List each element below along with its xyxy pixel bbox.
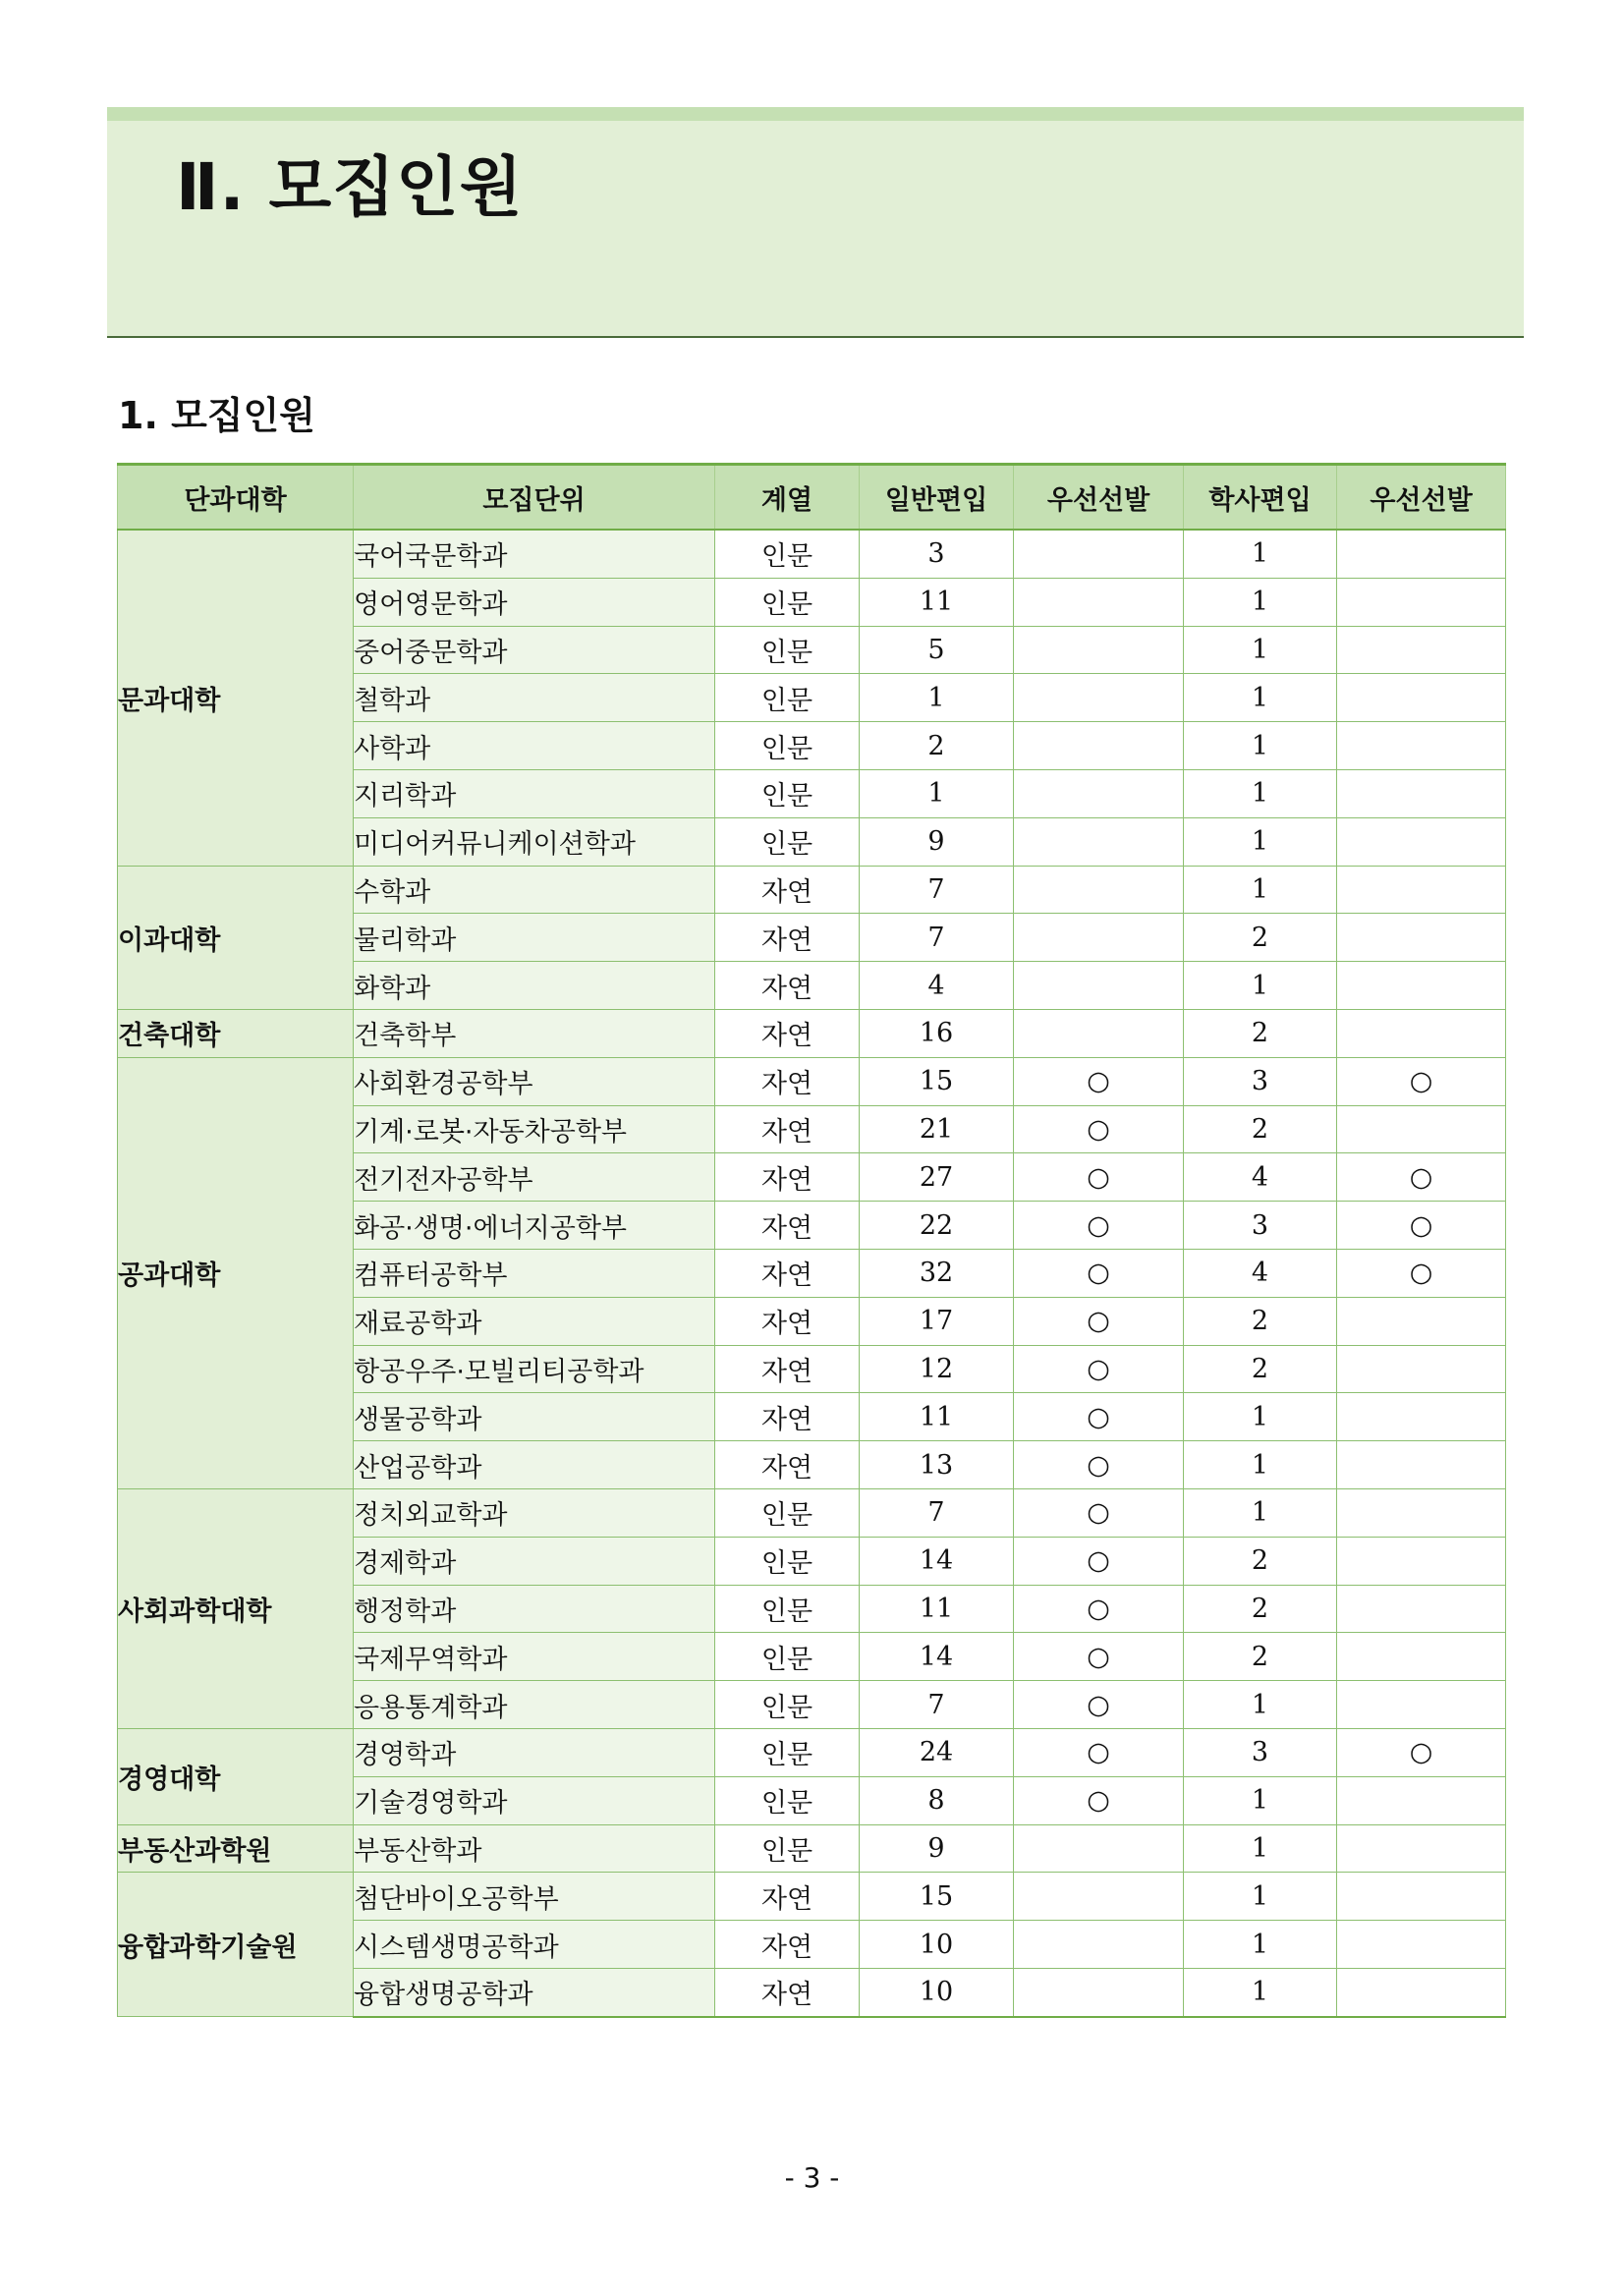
priority-selection-1-cell: ○: [1014, 1441, 1184, 1489]
track-cell: 인문: [715, 674, 860, 722]
general-transfer-cell: 14: [860, 1537, 1014, 1585]
header-priority-selection-2: 우선선발: [1337, 465, 1506, 531]
general-transfer-cell: 7: [860, 914, 1014, 962]
table-row: [118, 1488, 1506, 1537]
unit-cell: 물리학과: [354, 914, 715, 962]
priority-selection-2-cell: [1337, 1776, 1506, 1824]
priority-selection-2-cell: [1337, 962, 1506, 1010]
track-cell: 자연: [715, 1345, 860, 1393]
general-transfer-cell: 16: [860, 1009, 1014, 1057]
general-transfer-cell: 7: [860, 866, 1014, 914]
general-transfer-cell: 15: [860, 1873, 1014, 1921]
table-row: [118, 530, 1506, 578]
bachelor-transfer-cell: 1: [1184, 1824, 1337, 1873]
page-number: - 3 -: [784, 2161, 840, 2194]
bachelor-transfer-cell: 2: [1184, 1009, 1337, 1057]
college-cell: 이과대학: [118, 866, 354, 1009]
general-transfer-cell: 27: [860, 1153, 1014, 1202]
priority-selection-2-cell: ○: [1337, 1057, 1506, 1105]
college-cell: 경영대학: [118, 1728, 354, 1824]
table-row: [118, 1057, 1506, 1105]
unit-cell: 사회환경공학부: [354, 1057, 715, 1105]
priority-selection-1-cell: ○: [1014, 1249, 1184, 1297]
header-priority-selection-1: 우선선발: [1014, 465, 1184, 531]
priority-selection-2-cell: [1337, 1393, 1506, 1441]
unit-cell: 항공우주·모빌리티공학과: [354, 1345, 715, 1393]
priority-selection-2-cell: [1337, 530, 1506, 578]
unit-cell: 국어국문학과: [354, 530, 715, 578]
bachelor-transfer-cell: 1: [1184, 578, 1337, 626]
priority-selection-1-cell: [1014, 578, 1184, 626]
bachelor-transfer-cell: 1: [1184, 1921, 1337, 1969]
priority-selection-2-cell: [1337, 626, 1506, 674]
unit-cell: 화공·생명·에너지공학부: [354, 1202, 715, 1250]
priority-selection-1-cell: [1014, 1824, 1184, 1873]
header-bachelor-transfer: 학사편입: [1184, 465, 1337, 531]
unit-cell: 부동산학과: [354, 1824, 715, 1873]
bachelor-transfer-cell: 1: [1184, 1968, 1337, 2016]
priority-selection-1-cell: [1014, 769, 1184, 817]
priority-selection-2-cell: [1337, 1873, 1506, 1921]
unit-cell: 융합생명공학과: [354, 1968, 715, 2016]
priority-selection-2-cell: [1337, 1585, 1506, 1633]
college-cell: 사회과학대학: [118, 1488, 354, 1728]
priority-selection-2-cell: [1337, 866, 1506, 914]
college-cell: 부동산과학원: [118, 1824, 354, 1873]
priority-selection-1-cell: [1014, 866, 1184, 914]
general-transfer-cell: 9: [860, 1824, 1014, 1873]
priority-selection-2-cell: ○: [1337, 1153, 1506, 1202]
unit-cell: 시스템생명공학과: [354, 1921, 715, 1969]
priority-selection-1-cell: ○: [1014, 1202, 1184, 1250]
unit-cell: 재료공학과: [354, 1297, 715, 1345]
priority-selection-1-cell: ○: [1014, 1297, 1184, 1345]
bachelor-transfer-cell: 1: [1184, 962, 1337, 1010]
unit-cell: 산업공학과: [354, 1441, 715, 1489]
priority-selection-2-cell: [1337, 722, 1506, 770]
general-transfer-cell: 11: [860, 1585, 1014, 1633]
unit-cell: 행정학과: [354, 1585, 715, 1633]
bachelor-transfer-cell: 1: [1184, 626, 1337, 674]
table-row: [118, 1873, 1506, 1921]
bachelor-transfer-cell: 2: [1184, 1345, 1337, 1393]
bachelor-transfer-cell: 2: [1184, 1297, 1337, 1345]
general-transfer-cell: 12: [860, 1345, 1014, 1393]
bachelor-transfer-cell: 1: [1184, 1776, 1337, 1824]
general-transfer-cell: 22: [860, 1202, 1014, 1250]
priority-selection-2-cell: [1337, 1681, 1506, 1729]
general-transfer-cell: 5: [860, 626, 1014, 674]
header-unit: 모집단위: [354, 465, 715, 531]
priority-selection-2-cell: [1337, 914, 1506, 962]
general-transfer-cell: 14: [860, 1633, 1014, 1681]
track-cell: 인문: [715, 578, 860, 626]
unit-cell: 생물공학과: [354, 1393, 715, 1441]
priority-selection-2-cell: [1337, 1968, 1506, 2016]
table-row: [118, 866, 1506, 914]
track-cell: 인문: [715, 1537, 860, 1585]
bachelor-transfer-cell: 1: [1184, 1441, 1337, 1489]
priority-selection-1-cell: [1014, 674, 1184, 722]
track-cell: 인문: [715, 530, 860, 578]
bachelor-transfer-cell: 1: [1184, 817, 1337, 866]
track-cell: 자연: [715, 914, 860, 962]
track-cell: 자연: [715, 866, 860, 914]
priority-selection-2-cell: [1337, 1441, 1506, 1489]
chapter-title: Ⅱ. 모집인원: [176, 149, 524, 225]
priority-selection-2-cell: [1337, 1633, 1506, 1681]
track-cell: 인문: [715, 722, 860, 770]
priority-selection-2-cell: [1337, 1488, 1506, 1537]
priority-selection-1-cell: [1014, 1009, 1184, 1057]
general-transfer-cell: 10: [860, 1968, 1014, 2016]
table-header-row: [118, 465, 1506, 531]
section-title: 1. 모집인원: [118, 394, 315, 437]
general-transfer-cell: 8: [860, 1776, 1014, 1824]
priority-selection-1-cell: [1014, 914, 1184, 962]
college-cell: 공과대학: [118, 1057, 354, 1488]
bachelor-transfer-cell: 1: [1184, 1393, 1337, 1441]
chapter-header-box: [107, 107, 1524, 338]
priority-selection-2-cell: ○: [1337, 1728, 1506, 1776]
priority-selection-2-cell: [1337, 1009, 1506, 1057]
unit-cell: 전기전자공학부: [354, 1153, 715, 1202]
bachelor-transfer-cell: 1: [1184, 769, 1337, 817]
priority-selection-2-cell: ○: [1337, 1249, 1506, 1297]
bachelor-transfer-cell: 4: [1184, 1249, 1337, 1297]
priority-selection-1-cell: [1014, 626, 1184, 674]
general-transfer-cell: 11: [860, 1393, 1014, 1441]
unit-cell: 지리학과: [354, 769, 715, 817]
track-cell: 인문: [715, 1728, 860, 1776]
bachelor-transfer-cell: 3: [1184, 1057, 1337, 1105]
priority-selection-1-cell: ○: [1014, 1488, 1184, 1537]
priority-selection-1-cell: ○: [1014, 1633, 1184, 1681]
general-transfer-cell: 7: [860, 1488, 1014, 1537]
priority-selection-2-cell: [1337, 1921, 1506, 1969]
track-cell: 인문: [715, 1824, 860, 1873]
general-transfer-cell: 17: [860, 1297, 1014, 1345]
unit-cell: 정치외교학과: [354, 1488, 715, 1537]
bachelor-transfer-cell: 1: [1184, 530, 1337, 578]
general-transfer-cell: 1: [860, 769, 1014, 817]
track-cell: 자연: [715, 962, 860, 1010]
unit-cell: 첨단바이오공학부: [354, 1873, 715, 1921]
unit-cell: 영어영문학과: [354, 578, 715, 626]
header-college: 단과대학: [118, 465, 354, 531]
bachelor-transfer-cell: 3: [1184, 1728, 1337, 1776]
priority-selection-2-cell: [1337, 769, 1506, 817]
priority-selection-2-cell: [1337, 817, 1506, 866]
bachelor-transfer-cell: 2: [1184, 1585, 1337, 1633]
bachelor-transfer-cell: 2: [1184, 1633, 1337, 1681]
priority-selection-1-cell: [1014, 722, 1184, 770]
header-general-transfer: 일반편입: [860, 465, 1014, 531]
priority-selection-2-cell: [1337, 1297, 1506, 1345]
bachelor-transfer-cell: 1: [1184, 866, 1337, 914]
general-transfer-cell: 1: [860, 674, 1014, 722]
general-transfer-cell: 4: [860, 962, 1014, 1010]
priority-selection-1-cell: ○: [1014, 1537, 1184, 1585]
bachelor-transfer-cell: 3: [1184, 1202, 1337, 1250]
track-cell: 인문: [715, 817, 860, 866]
college-cell: 건축대학: [118, 1009, 354, 1057]
track-cell: 자연: [715, 1968, 860, 2016]
header-track: 계열: [715, 465, 860, 531]
college-cell: 문과대학: [118, 530, 354, 866]
track-cell: 인문: [715, 769, 860, 817]
priority-selection-2-cell: ○: [1337, 1202, 1506, 1250]
table-row: [118, 1824, 1506, 1873]
unit-cell: 응용통계학과: [354, 1681, 715, 1729]
unit-cell: 수학과: [354, 866, 715, 914]
bachelor-transfer-cell: 1: [1184, 722, 1337, 770]
track-cell: 자연: [715, 1393, 860, 1441]
priority-selection-1-cell: [1014, 530, 1184, 578]
priority-selection-1-cell: ○: [1014, 1105, 1184, 1153]
unit-cell: 철학과: [354, 674, 715, 722]
priority-selection-1-cell: [1014, 817, 1184, 866]
track-cell: 인문: [715, 1585, 860, 1633]
track-cell: 인문: [715, 1681, 860, 1729]
track-cell: 자연: [715, 1921, 860, 1969]
unit-cell: 사학과: [354, 722, 715, 770]
priority-selection-1-cell: ○: [1014, 1728, 1184, 1776]
priority-selection-1-cell: [1014, 962, 1184, 1010]
bachelor-transfer-cell: 2: [1184, 1105, 1337, 1153]
unit-cell: 경제학과: [354, 1537, 715, 1585]
unit-cell: 미디어커뮤니케이션학과: [354, 817, 715, 866]
track-cell: 자연: [715, 1009, 860, 1057]
priority-selection-1-cell: ○: [1014, 1585, 1184, 1633]
table-row: [118, 1009, 1506, 1057]
track-cell: 자연: [715, 1873, 860, 1921]
track-cell: 자연: [715, 1057, 860, 1105]
unit-cell: 기계·로봇·자동차공학부: [354, 1105, 715, 1153]
bachelor-transfer-cell: 1: [1184, 1488, 1337, 1537]
bachelor-transfer-cell: 1: [1184, 674, 1337, 722]
priority-selection-2-cell: [1337, 578, 1506, 626]
unit-cell: 화학과: [354, 962, 715, 1010]
general-transfer-cell: 9: [860, 817, 1014, 866]
priority-selection-1-cell: [1014, 1873, 1184, 1921]
track-cell: 인문: [715, 1633, 860, 1681]
priority-selection-1-cell: ○: [1014, 1345, 1184, 1393]
general-transfer-cell: 32: [860, 1249, 1014, 1297]
priority-selection-1-cell: [1014, 1921, 1184, 1969]
priority-selection-1-cell: ○: [1014, 1681, 1184, 1729]
priority-selection-1-cell: ○: [1014, 1393, 1184, 1441]
track-cell: 자연: [715, 1202, 860, 1250]
track-cell: 인문: [715, 1776, 860, 1824]
priority-selection-2-cell: [1337, 1537, 1506, 1585]
track-cell: 인문: [715, 1488, 860, 1537]
unit-cell: 경영학과: [354, 1728, 715, 1776]
priority-selection-1-cell: [1014, 1968, 1184, 2016]
track-cell: 인문: [715, 626, 860, 674]
general-transfer-cell: 21: [860, 1105, 1014, 1153]
track-cell: 자연: [715, 1249, 860, 1297]
unit-cell: 기술경영학과: [354, 1776, 715, 1824]
priority-selection-2-cell: [1337, 1824, 1506, 1873]
priority-selection-1-cell: ○: [1014, 1153, 1184, 1202]
general-transfer-cell: 3: [860, 530, 1014, 578]
bachelor-transfer-cell: 1: [1184, 1873, 1337, 1921]
priority-selection-2-cell: [1337, 1105, 1506, 1153]
bachelor-transfer-cell: 1: [1184, 1681, 1337, 1729]
priority-selection-1-cell: ○: [1014, 1057, 1184, 1105]
general-transfer-cell: 2: [860, 722, 1014, 770]
college-cell: 융합과학기술원: [118, 1873, 354, 2017]
priority-selection-2-cell: [1337, 674, 1506, 722]
general-transfer-cell: 15: [860, 1057, 1014, 1105]
general-transfer-cell: 10: [860, 1921, 1014, 1969]
unit-cell: 중어중문학과: [354, 626, 715, 674]
bachelor-transfer-cell: 2: [1184, 1537, 1337, 1585]
track-cell: 자연: [715, 1153, 860, 1202]
general-transfer-cell: 24: [860, 1728, 1014, 1776]
unit-cell: 컴퓨터공학부: [354, 1249, 715, 1297]
table-row: [118, 1728, 1506, 1776]
bachelor-transfer-cell: 4: [1184, 1153, 1337, 1202]
track-cell: 자연: [715, 1297, 860, 1345]
unit-cell: 국제무역학과: [354, 1633, 715, 1681]
general-transfer-cell: 13: [860, 1441, 1014, 1489]
recruitment-table: [117, 463, 1506, 2018]
priority-selection-2-cell: [1337, 1345, 1506, 1393]
unit-cell: 건축학부: [354, 1009, 715, 1057]
track-cell: 자연: [715, 1105, 860, 1153]
priority-selection-1-cell: ○: [1014, 1776, 1184, 1824]
general-transfer-cell: 7: [860, 1681, 1014, 1729]
track-cell: 자연: [715, 1441, 860, 1489]
table-body: [118, 530, 1506, 2017]
bachelor-transfer-cell: 2: [1184, 914, 1337, 962]
general-transfer-cell: 11: [860, 578, 1014, 626]
